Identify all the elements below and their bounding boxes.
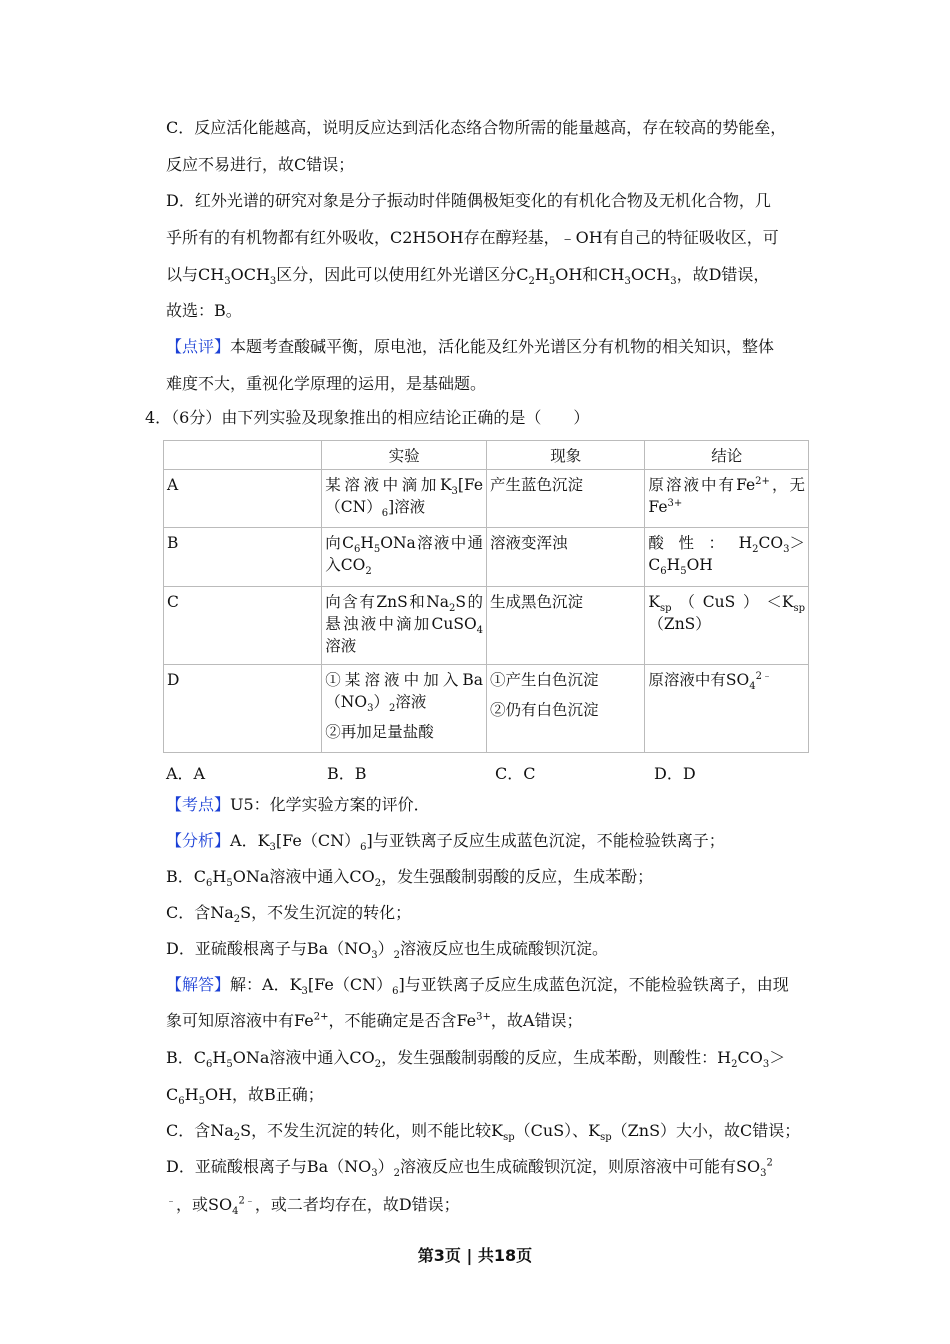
experiment-table: [163, 440, 809, 753]
section-tag: 【考点】: [166, 795, 231, 814]
text-line: D．红外光谱的研究对象是分子振动时伴随偶极矩变化的有机化合物及无机化合物，几: [166, 191, 771, 210]
cell-paragraph: ②仍有白色沉淀: [490, 701, 599, 719]
section-tag: 【分析】: [166, 831, 231, 850]
section-tag: 【解答】: [166, 975, 231, 994]
phenomenon-cell: [487, 470, 645, 528]
text-line: D．亚硫酸根离子与$Ba(NO_3)_2$溶液反应也生成硫酸钡沉淀。: [166, 939, 609, 962]
text-line: 乎所有的有机物都有红外吸收，C2H5OH存在醇羟基，﹣OH有自己的特征吸收区，可: [166, 228, 779, 247]
text-line: 难度不大，重视化学原理的运用，是基础题。: [166, 374, 487, 393]
conclusion-cell: [645, 528, 809, 587]
text-line: C．反应活化能越高，说明反应达到活化态络合物所需的能量越高，存在较高的势能垒，: [166, 118, 787, 137]
text-line: B．$C_6H_5ONa$溶液中通入$CO_2$，发生强酸制弱酸的反应，生成苯酚；: [166, 867, 654, 890]
conclusion-cell: [645, 587, 809, 665]
table-row: [164, 665, 809, 753]
cell-paragraph: ②再加足量盐酸: [325, 723, 434, 741]
cell-paragraph: 溶液变浑浊: [490, 534, 568, 552]
row-label: A: [164, 470, 322, 528]
phenomenon-cell: [487, 587, 645, 665]
text-line: D．亚硫酸根离子与$Ba(NO_3)_2$溶液反应也生成硫酸钡沉淀，则原溶液中可能有$SO_3^2$: [166, 1157, 773, 1180]
conclusion-cell: [645, 470, 809, 528]
question-stem: 4．（6分）由下列实验及现象推出的相应结论正确的是（ ）: [145, 408, 590, 427]
cell-paragraph: 向$C_6H_5ONa$溶液中通入$CO_2$: [325, 534, 484, 578]
text-line: 反应不易进行，故C错误；: [166, 155, 355, 174]
column-header: 实验: [322, 441, 487, 470]
cell-paragraph: $K_{sp}(CuS)<K_{sp}(ZnS)$: [648, 593, 805, 633]
text-line: C．含$Na_2S$，不发生沉淀的转化；: [166, 903, 412, 926]
table-header-row: [164, 441, 809, 470]
text-line: ﹣，或$SO_4^{2﹣}$，或二者均存在，故D错误；: [166, 1195, 460, 1218]
column-header: [164, 441, 322, 470]
row-label: B: [164, 528, 322, 587]
text-line: B．$C_6H_5ONa$溶液中通入$CO_2$，发生强酸制弱酸的反应，生成苯酚，则酸性：$H_2CO_3>$: [166, 1048, 786, 1071]
text-line: C．含$Na_2S$，不发生沉淀的转化，则不能比较$K_{sp}(CuS)$、$K_{sp}(ZnS)$大小，故C错误；: [166, 1121, 801, 1144]
text-line: 象可知原溶液中有$Fe^{2+}$，不能确定是否含$Fe^{3+}$，故A错误；: [166, 1011, 583, 1030]
text-line: 【考点】U5：化学实验方案的评价．: [166, 795, 430, 814]
option-c: C．C: [495, 764, 536, 783]
row-label: D: [164, 665, 322, 753]
option-a: A．A: [166, 764, 206, 783]
experiment-cell: [322, 587, 487, 665]
cell-paragraph: 酸性：$H_2CO_3>C_6H_5OH$: [648, 534, 805, 578]
cell-paragraph: 原溶液中有$Fe^{2+}$，无$Fe^{3+}$: [648, 475, 805, 516]
text-line: 故选：B。: [166, 301, 242, 320]
cell-paragraph: 生成黑色沉淀: [490, 593, 584, 611]
cell-paragraph: ①产生白色沉淀: [490, 671, 599, 689]
table-row: [164, 587, 809, 665]
row-label: C: [164, 587, 322, 665]
option-d: D．D: [654, 764, 696, 783]
cell-paragraph: ①某溶液中加入$Ba(NO_3)_2$溶液: [325, 671, 484, 715]
phenomenon-cell: [487, 528, 645, 587]
phenomenon-cell: [487, 665, 645, 753]
text-line: 【解答】解：A．$K_3[Fe(CN)_6]$与亚铁离子反应生成蓝色沉淀，不能检验铁离子，由现: [166, 975, 789, 998]
cell-paragraph: 原溶液中有$SO_4^{2﹣}$: [648, 670, 772, 693]
experiment-cell: [322, 470, 487, 528]
section-tag: 【点评】: [166, 337, 231, 356]
table-row: [164, 470, 809, 528]
table-row: [164, 528, 809, 587]
cell-paragraph: 产生蓝色沉淀: [490, 476, 584, 494]
cell-paragraph: 某溶液中滴加$K_3[Fe(CN)_6]$溶液: [325, 476, 484, 520]
text-line: 【点评】本题考查酸碱平衡，原电池，活化能及红外光谱区分有机物的相关知识，整体: [166, 337, 775, 356]
column-header: 结论: [645, 441, 809, 470]
experiment-cell: [322, 528, 487, 587]
text-line: 【分析】A．$K_3[Fe(CN)_6]$与亚铁离子反应生成蓝色沉淀，不能检验铁离子；: [166, 831, 725, 854]
text-line: $C_6H_5OH$，故B正确；: [166, 1085, 324, 1108]
conclusion-cell: [645, 665, 809, 753]
text-line: 以与$CH_3OCH_3$区分，因此可以使用红外光谱区分$C_2H_5OH$和$CH_3OCH_3$，故D错误，: [166, 265, 770, 288]
page-footer: 第3页 | 共18页: [417, 1246, 533, 1265]
experiment-cell: [322, 665, 487, 753]
option-b: B．B: [327, 764, 367, 783]
cell-paragraph: 向含有ZnS和$Na_2S$的悬浊液中滴加CuSO$_4$溶液: [325, 593, 484, 655]
column-header: 现象: [487, 441, 645, 470]
